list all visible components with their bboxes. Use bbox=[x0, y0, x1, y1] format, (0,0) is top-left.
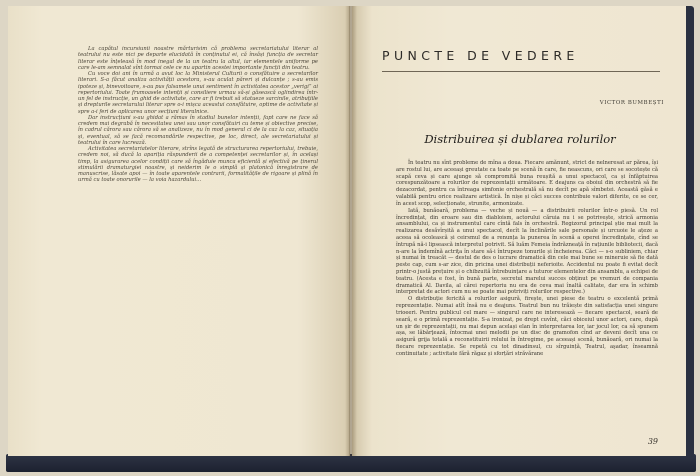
book-gutter-shadow bbox=[345, 6, 357, 456]
left-page bbox=[8, 6, 350, 456]
article-paragraph: O distribuție fericită a rolurilor asigură, firește, unei piese de teatru o excelentă primă reprezentație. Numai atît însă nu e deajuns. Teatrul bun nu trăiește din satisfacția unei singure trioeeri. Pentru publicul cel mare — singurul care ne interesează — fiecare spectacol, seară de seară, e o primă reprezentație. S-a ironizat, pe drept cuvînt, căci obiceiul unor actori, care, după un șir de reprezentații, nu mai depun același elan în interpretarea lor, iar jocul lor, ca să spunem așa, se lăbărţează, întocmai unei melodii pe un disc de gramofon cînd ar deveni decît una ce asigură grija totală a reconstituirii rolului în întregime, pe aceeași scenă, bunăoară, ori numai la fiecare reprezentație. Se repetă cu tot dinadinsul, cu sîrguință, Teatrul, aşadar, înseamnă continuitate ; activitate fără răgaz și sforțări străvărane bbox=[396, 296, 658, 357]
book-cover-edge bbox=[686, 6, 694, 458]
section-title: PUNCTE DE VEDERE bbox=[382, 48, 579, 63]
section-divider bbox=[382, 71, 660, 72]
author-name: VICTOR BUMBEȘTI bbox=[599, 100, 664, 106]
left-paragraph: Dar instrucțiuni s-au ghidat a rămas în stadiul bunelor intenții, fapt care ne face să credem mai degrabă în necesitatea unei sau unor consfătuiri cu teme și obiective precise, în cadrul cărora sau cărora să se analizeze, nu în mod general ci de la caz la caz, situația și, eventual, să se facă recomandările respective, pe loc, direct, ale secretariatului și teatrului în care lucrează. bbox=[78, 114, 318, 146]
left-paragraph: La capătul incursiunii noastre mărturisim că problema secretariatului literar al teatrului nu este nici pe departe elucidată în conținutul ei, că însăși funcția de secretar literar este înțeleasă în mod inegal de la un teatru la altul, iar elementele uniforme pe care le-am semnalat sînt tormai cele ce nu apartin acestei importante funcții din teatru. bbox=[78, 46, 318, 71]
page-number: 39 bbox=[647, 437, 658, 446]
article-title: Distribuirea și dublarea rolurilor bbox=[424, 132, 616, 146]
article-paragraph: Iată, bunăoară, problema — veche și nouă — a distribuirii rolurilor într-o piesă. Un rol încredințat, din eroare sau din diabloism, actorului căruia nu i se potrivește, strică armonia ansamblului, ca și instrumentul care cîntă fals în orchestră. Regizorul principal știe mai mult la realizarea desăvîrșită a unui spectacol, decît la înclinările sale personale și urcuoie le ațeze a aceea să ocolească și ceirsmul de a renunța la punerea în scenă a operei încredințate, cînd se întrupă nă-i lipsească interpretul potrivit. Să luăm Femeia îndrăzneață în rațiunile bibliotecii, dacă n-are la îndemînă actriţa în stare să-i întrupeze tonurile și încheierea. Căci — s-o subliniem, chiar și numai în treacăt — destul de des o lucrare dramatică din cele mai bune se mineruie să fie dată peste cap, cum s-ar zice, din pricina unei distribuții neferioite. Accidentul nu poate fi evitat decît printr-o justă prețuire și o chibzuită întrebuințare a tuturor elementelor din ansamblu, a echipei de teatru. (Acesta e fost, în bună parte, secretul marelui succes obținut pe vremuri de compania dramatică Al. Davila, al cărei repertoriu nu era de ceva mai înaltă calitate, dar era în schimb interpretat de actori cum nu se poate mai potriviți rolurilor respective.) bbox=[396, 207, 658, 296]
book-binding-bottom bbox=[6, 454, 696, 472]
left-paragraph: Activitatea secretariatelor literare, strîns legată de structurarea repertoriului, trebuie, credem noi, să ducă la apariția răspunderii de a competenței secretarilor și, în același timp, la asigurarea acelor condiții care să îngăduie munca eficientă și efectivă pe ținerul stimulării dramaturgiei noastre, și neiderim le o simplă și platonică înregistrare de manuscrise, lăsate apoi — în toate aparentele contrarii, formalitățile de rigoare și plină în urmă cu toate onorurile — la voia hazardului... bbox=[78, 146, 318, 184]
article-paragraph: În teatru nu sînt probleme de mîna a doua. Fiecare amănunt, strict de nelneresat ar părea, își are rostul lui, are aceeași greutate ca toate pe scenă în care, fie neascuns, ori care se socotește că scapă ceva și care ajunge să compromită buna reușită a unui spectacol, ca și înfăptuirea corespunzătoare a rolurilor de reprezentații următoare. E deajuns ca oboiul din orchestră să fie dezacordat, pentru ca întreaga simfonie orchestrală să nu decît pe apă sîmbetei. Această găsă e valabilă pentru orice realizare artistică. În nișe și căci succes contribuie valori diferite, ce se cer, în acest scop, selecționate, strunite, armonizate. bbox=[396, 160, 658, 207]
right-page bbox=[352, 6, 686, 456]
left-paragraph: Cu voce doi ani în urmă a avut loc la Ministerul Culturii o consfătuire a secretarilor literari. S-a făcut analiza activității acestora, s-au aculat păreri și dulcanțe ; s-au emis ipoteze și, binevoitoare, s-au pus falsamele unui sentiment în activitatea acestor „verigi” ai repertoriului. Toate frumoasele intenții și consiliere urmau să-și găsească oglindirea într-un fel de instrucție, un ghid de activitate, care ar fi trebuit să statueze sarcinile, atribuțiile și drepturile secretarului literar spre o-i mișca aceastui consfătuire, optime de activitate și spre a-i feri de aplicarea unor secțiuni literalnice. bbox=[78, 71, 318, 115]
article-body bbox=[396, 160, 658, 358]
left-page-text bbox=[78, 46, 318, 184]
